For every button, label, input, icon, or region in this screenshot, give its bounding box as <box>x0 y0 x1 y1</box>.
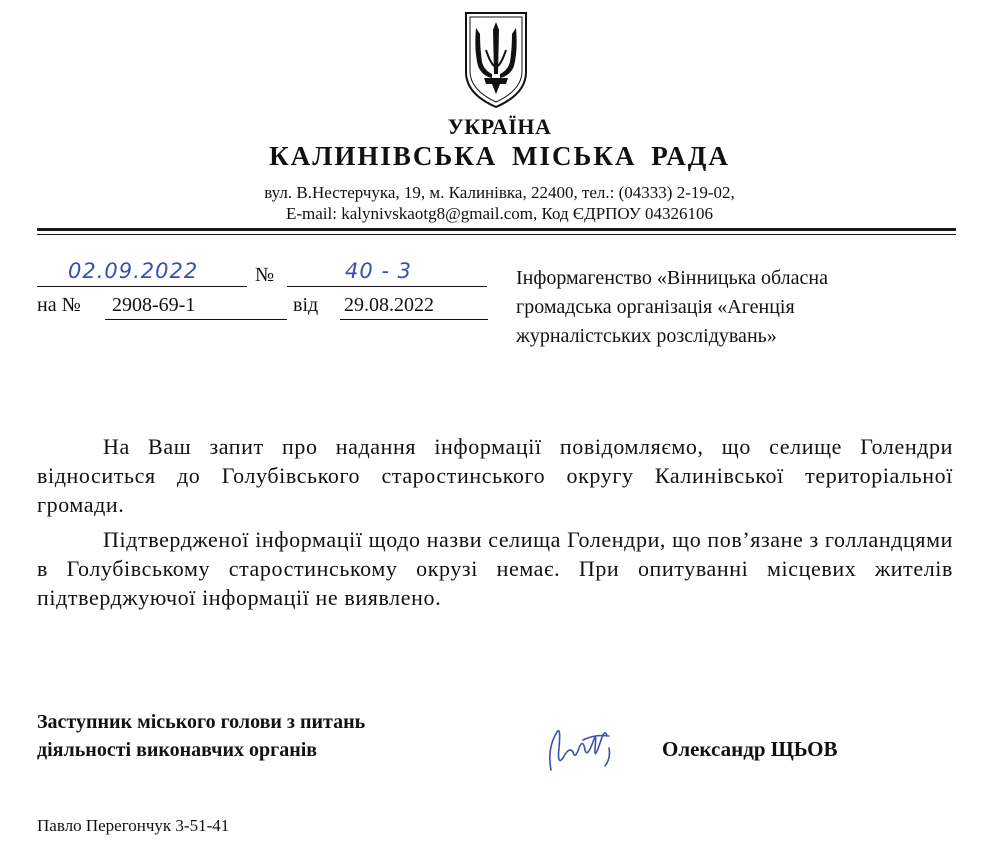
address-line: вул. В.Нестерчука, 19, м. Калинівка, 22400, тел.: (04333) 2-19-02, <box>264 183 735 202</box>
from-label: від <box>293 294 319 316</box>
outgoing-date: 02.09.2022 <box>68 259 199 283</box>
coat-of-arms-icon <box>462 10 530 110</box>
signature-icon <box>543 718 623 778</box>
header-divider-thin <box>37 234 956 235</box>
incoming-number: 2908-69-1 <box>112 294 196 316</box>
body-paragraph-2: Підтвердженої інформації щодо назви селища Голендри, що пов’язане з голландцями в Голубівському старостинському окрузі немає. При опитуванні місцевих жителів підтверджуючої інформації не виявлено. <box>37 527 953 610</box>
signatory-name: Олександр ЩЬОВ <box>662 737 838 761</box>
contact-line: E-mail: kalynivskaotg8@gmail.com, Код ЄДРПОУ 04326106 <box>285 204 714 223</box>
council-name: КАЛИНІВСЬКА МІСЬКА РАДА <box>269 141 730 171</box>
incoming-date: 29.08.2022 <box>344 294 434 316</box>
signatory-title-line: діяльності виконавчих органів <box>37 739 318 761</box>
signatory-title-line: Заступник міського голови з питань <box>37 711 366 733</box>
body-paragraph-1: На Ваш запит про надання інформації повідомляємо, що селище Голендри відноситься до Голубівського старостинського округу Калинівської територіальної громади. <box>37 434 953 517</box>
outgoing-number: 40 - 3 <box>345 259 413 283</box>
number-sign: № <box>255 264 275 286</box>
executor-contact: Павло Перегончук 3-51-41 <box>37 816 230 835</box>
header-divider <box>37 228 956 231</box>
country-name: УКРАЇНА <box>447 114 552 139</box>
addressee: Інформагенство «Вінницька обласна громадська організація «Агенція журналістських розслідувань» <box>516 267 828 347</box>
council-address <box>0 182 999 224</box>
in-reply-label: на № <box>37 294 81 316</box>
signatory-title <box>37 708 517 764</box>
